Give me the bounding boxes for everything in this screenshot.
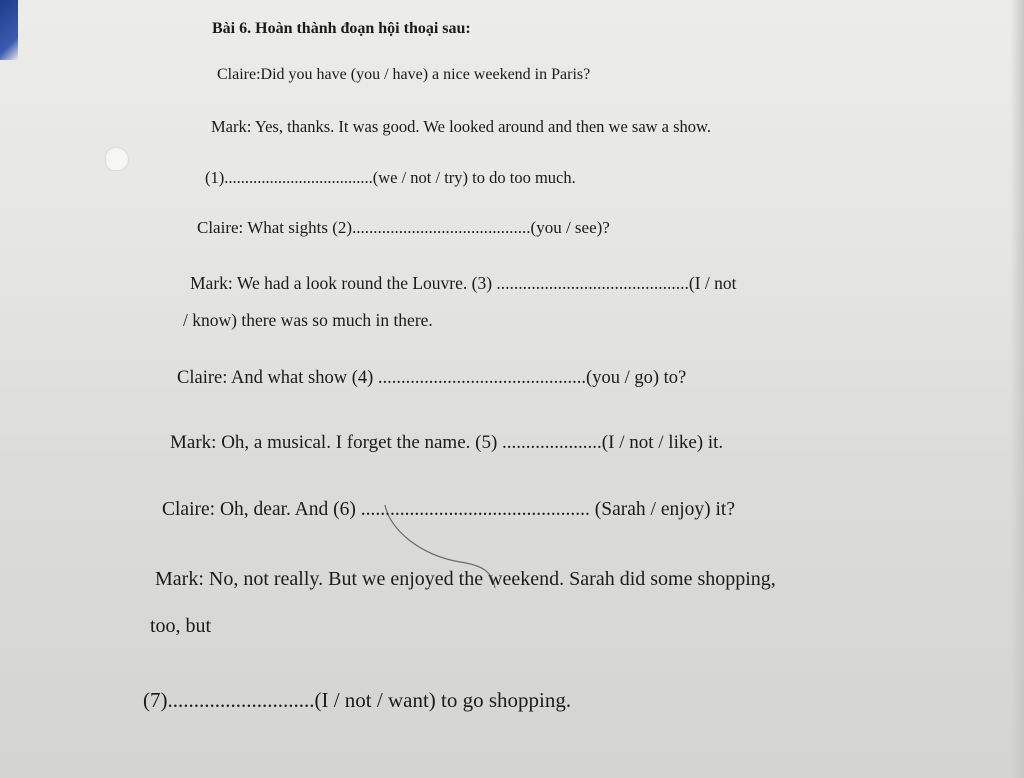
speaker: Claire: [197, 218, 244, 237]
dialogue-line-11 [150, 615, 211, 638]
speaker: Mark: [155, 568, 204, 590]
page-edge-shadow [1010, 0, 1024, 778]
dialogue-line-12 [143, 688, 571, 713]
exercise-title: Bài 6. Hoàn thành đoạn hội thoại sau: [212, 20, 471, 37]
dialogue-line-1 [217, 66, 590, 84]
pen-stroke [380, 500, 540, 590]
line-text: And what show (4) .............................................(you / go) to? [230, 368, 687, 388]
line-text: too, but [150, 615, 212, 637]
speaker: Claire: [177, 368, 228, 388]
line-text: What sights (2)..........................................(you / see)? [247, 218, 610, 237]
dialogue-line-4 [197, 218, 610, 238]
line-text: Yes, thanks. It was good. We looked around and then we saw a show. [254, 117, 712, 136]
line-text: Oh, a musical. I forget the name. (5) .....................(I / not / like) it. [221, 432, 724, 453]
speaker: Claire: [162, 499, 216, 520]
dialogue-line-3 [205, 168, 576, 188]
speaker: Mark: [190, 273, 233, 293]
line-text: Oh, dear. And (6) ............................................... (Sarah / enjoy) it? [219, 499, 735, 520]
line-text: (7)............................(I / not / want) to go shopping. [143, 688, 572, 712]
speaker: Mark: [170, 432, 217, 453]
paper-stain [106, 148, 128, 170]
dialogue-line-5 [190, 273, 737, 294]
dialogue-line-6 [183, 310, 433, 331]
dialogue-line-2 [211, 117, 711, 137]
line-text: No, not really. But we enjoyed the weekend. Sarah did some shopping, [208, 568, 776, 590]
dialogue-line-8 [170, 432, 723, 454]
dialogue-line-7 [177, 368, 686, 389]
speaker: Mark: [211, 117, 252, 136]
line-text: Did you have (you / have) a nice weekend in Paris? [260, 66, 591, 83]
speaker: Claire: [217, 66, 261, 83]
line-text: / know) there was so much in there. [183, 310, 433, 330]
line-text: (1)....................................(we / not / try) to do too much. [205, 168, 576, 187]
background-edge [0, 0, 18, 60]
line-text: We had a look round the Louvre. (3) ............................................(I / not [236, 273, 737, 293]
